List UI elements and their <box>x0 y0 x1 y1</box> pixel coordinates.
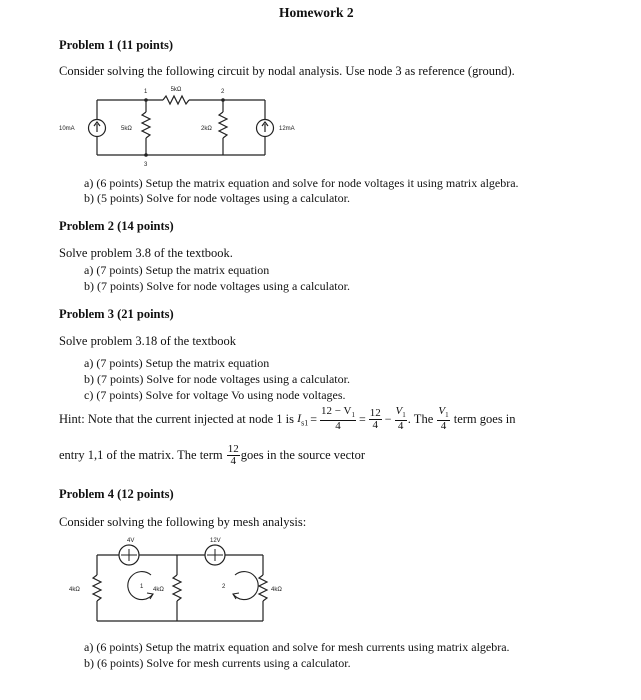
frac5-denominator: 4 <box>230 454 236 467</box>
voltage-source-4v <box>119 545 139 565</box>
problem-3-part-b: b) (7 points) Solve for node voltages using a calculator. <box>84 372 350 386</box>
frac2-numerator: 12 <box>369 406 381 419</box>
hint-current-subscript: s1 <box>301 418 309 428</box>
top-resistor-label: 5kΩ <box>170 87 182 93</box>
problem-2-part-a: a) (7 points) Setup the matrix equation <box>84 263 270 277</box>
problem-2-heading: Problem 2 (14 points) <box>59 219 174 233</box>
node-2-dot <box>221 98 225 102</box>
resistor-mid-label: 4kΩ <box>153 587 164 593</box>
voltage-source-12v <box>205 545 225 565</box>
node-1-label: 1 <box>144 89 148 95</box>
resistor-left-label: 4kΩ <box>69 587 80 593</box>
resistor-mid-label: 2kΩ <box>201 126 212 132</box>
node-2-label: 2 <box>221 89 225 95</box>
source-4v-label: 4V <box>127 538 135 544</box>
frac1-denominator: 4 <box>335 419 341 432</box>
source-right-label: 12mA <box>279 126 295 132</box>
source-left-label: 10mA <box>59 126 75 132</box>
fraction-12-over-4-source <box>227 444 240 467</box>
node-3-label: 3 <box>144 162 148 168</box>
hint-end: term goes in <box>453 411 516 426</box>
frac5-numerator: 12 <box>227 442 239 455</box>
circuit-2-diagram <box>55 533 305 631</box>
frac4-denominator: 4 <box>440 419 447 432</box>
hint-mid: . The <box>407 411 434 426</box>
problem-4-part-a: a) (6 points) Setup the matrix equation and solve for mesh currents using matrix algebra. <box>84 640 510 654</box>
fraction-12-over-4 <box>369 408 382 431</box>
hint-line2-start: entry 1,1 of the matrix. The term <box>59 447 223 462</box>
problem-2-part-b: b) (7 points) Solve for node voltages using a calculator. <box>84 279 350 293</box>
source-12v-label: 12V <box>210 538 221 544</box>
problem-3-text: Solve problem 3.18 of the textbook <box>59 334 237 348</box>
frac4-numerator: V <box>438 405 446 418</box>
problem-3-part-a: a) (7 points) Setup the matrix equation <box>84 356 270 370</box>
problem-1-part-b: b) (5 points) Solve for node voltages using a calculator. <box>84 191 350 205</box>
current-source-left <box>89 120 106 137</box>
hint-minus: − <box>384 411 392 426</box>
hint-equals: = <box>310 411 318 426</box>
problem-3-hint-line <box>59 404 516 434</box>
hint-start: Hint: Note that the current injected at node 1 is <box>59 411 294 426</box>
frac1-numerator: 12 − V <box>321 405 352 418</box>
page-title: Homework 2 <box>279 5 354 20</box>
problem-1-heading: Problem 1 (11 points) <box>59 38 174 52</box>
mesh-2-arrow <box>233 572 258 600</box>
frac2-denominator: 4 <box>372 418 379 431</box>
problem-3-part-c: c) (7 points) Solve for voltage Vo using node voltages. <box>84 388 346 402</box>
fraction-12-minus-v1-over-4 <box>320 406 356 431</box>
problem-3-heading: Problem 3 (21 points) <box>59 307 174 321</box>
problem-1-text: Consider solving the following circuit by nodal analysis. Use node 3 as reference (ground). <box>59 64 515 78</box>
resistor-left-label: 5kΩ <box>121 126 132 132</box>
node-1-dot <box>144 98 148 102</box>
problem-4-text: Consider solving the following by mesh analysis: <box>59 515 307 529</box>
problem-3-hint-line-2 <box>59 440 365 470</box>
fraction-v1-over-4-term <box>437 406 449 431</box>
frac1-numerator-sub: 1 <box>351 411 355 420</box>
mesh-2-label: 2 <box>222 584 226 590</box>
hint-line2-end: goes in the source vector <box>240 447 366 462</box>
frac3-numerator: V <box>395 405 403 418</box>
problem-4-heading: Problem 4 (12 points) <box>59 487 174 501</box>
current-source-right <box>257 120 274 137</box>
problem-2-text: Solve problem 3.8 of the textbook. <box>59 246 233 260</box>
frac3-numerator-sub: 1 <box>402 411 406 420</box>
node-3-dot <box>144 153 148 157</box>
frac4-numerator-sub: 1 <box>445 411 449 420</box>
hint-current-symbol: I <box>297 410 302 425</box>
fraction-v1-over-4 <box>395 406 407 431</box>
problem-4-part-b: b) (6 points) Solve for mesh currents using a calculator. <box>84 656 351 670</box>
hint-equals-2: = <box>358 411 366 426</box>
circuit-1-diagram <box>55 82 315 177</box>
problem-1-part-a: a) (6 points) Setup the matrix equation and solve for node voltages it using matrix algebra. <box>84 176 519 190</box>
resistor-right-label: 4kΩ <box>271 587 282 593</box>
mesh-1-label: 1 <box>140 584 144 590</box>
frac3-denominator: 4 <box>397 419 404 432</box>
